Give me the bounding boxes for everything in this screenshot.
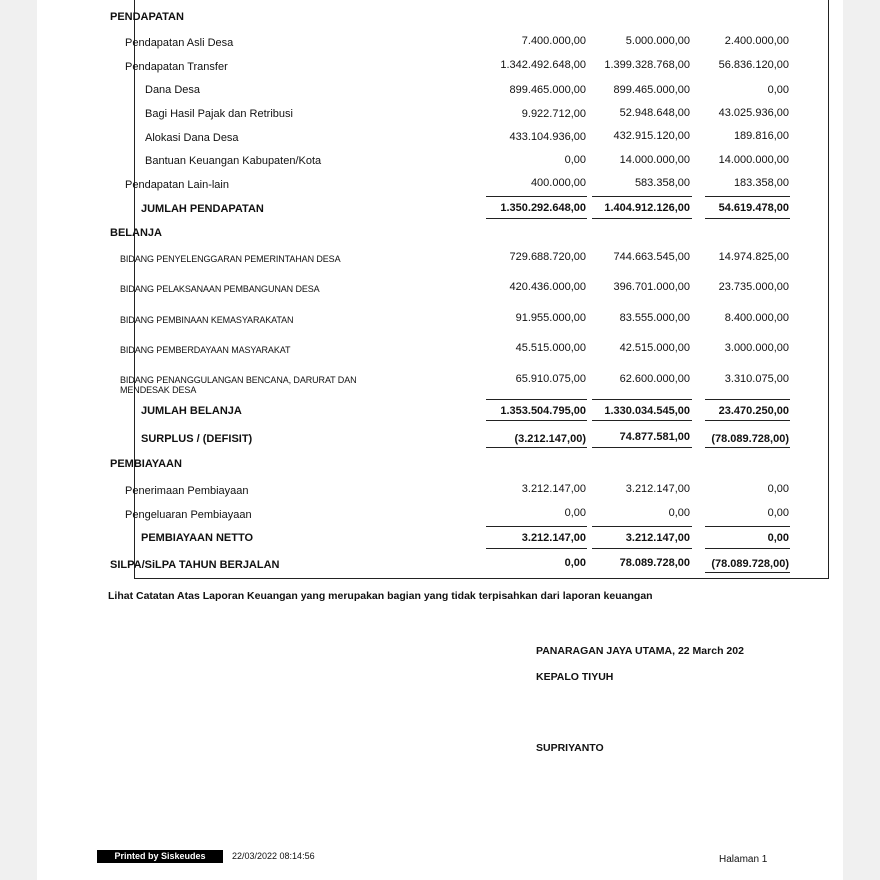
total-underline (592, 447, 692, 448)
row-value: 3.310.075,00 (724, 373, 789, 385)
silpa-label: SILPA/SiLPA TAHUN BERJALAN (110, 559, 280, 571)
row-value: 83.555.000,00 (619, 312, 690, 324)
row-value: 0,00 (668, 507, 690, 519)
row-value: 2.400.000,00 (724, 35, 789, 47)
row-value: 91.955.000,00 (515, 312, 586, 324)
row-value: 189.816,00 (733, 130, 789, 142)
row-value: 7.400.000,00 (521, 35, 586, 47)
total-value: 0,00 (564, 557, 586, 569)
subtotal-line (592, 399, 692, 400)
section-belanja: BELANJA (110, 227, 162, 239)
total-underline (705, 218, 790, 219)
print-timestamp: 22/03/2022 08:14:56 (232, 851, 315, 861)
total-value: 78.089.728,00 (619, 557, 690, 569)
row-value: 62.600.000,00 (619, 373, 690, 385)
row-value: 400.000,00 (530, 177, 586, 189)
total-value: 0,00 (767, 532, 789, 544)
total-label: JUMLAH PENDAPATAN (141, 203, 264, 215)
row-label: Pendapatan Asli Desa (125, 37, 234, 49)
row-value: 0,00 (767, 507, 789, 519)
total-underline (486, 218, 587, 219)
row-value: 8.400.000,00 (724, 312, 789, 324)
row-label: Pengeluaran Pembiayaan (125, 509, 252, 521)
row-label: Alokasi Dana Desa (145, 132, 239, 144)
row-value: 0,00 (564, 507, 586, 519)
total-value: 1.353.504.795,00 (500, 405, 586, 417)
total-underline (705, 572, 790, 573)
row-value: 23.735.000,00 (718, 281, 789, 293)
row-label: Bantuan Keuangan Kabupaten/Kota (145, 155, 322, 167)
row-label: BIDANG PENANGGULANGAN BENCANA, DARURAT DAN (120, 375, 357, 385)
row-value: 183.358,00 (733, 177, 789, 189)
total-value: 1.330.034.545,00 (604, 405, 690, 417)
row-value: 9.922.712,00 (521, 108, 586, 120)
row-value: 3.212.147,00 (521, 483, 586, 495)
row-value: 43.025.936,00 (718, 107, 789, 119)
row-label: Bagi Hasil Pajak dan Retribusi (145, 108, 293, 120)
row-label: BIDANG PENYELENGGARAN PEMERINTAHAN DESA (120, 254, 341, 264)
total-underline (592, 548, 692, 549)
row-label: BIDANG PEMBERDAYAAN MASYARAKAT (120, 345, 291, 355)
row-value: 433.104.936,00 (509, 131, 586, 143)
row-value: 45.515.000,00 (515, 342, 586, 354)
row-label: Pendapatan Transfer (125, 61, 228, 73)
subtotal-line (705, 526, 790, 527)
total-label: SURPLUS / (DEFISIT) (141, 433, 253, 445)
row-label: BIDANG PELAKSANAAN PEMBANGUNAN DESA (120, 284, 320, 294)
row-value: 5.000.000,00 (625, 35, 690, 47)
row-value: 1.342.492.648,00 (500, 59, 586, 71)
printed-by-badge: Printed by Siskeudes (97, 850, 223, 863)
total-underline (592, 420, 692, 421)
subtotal-line (592, 196, 692, 197)
report-note: Lihat Catatan Atas Laporan Keuangan yang merupakan bagian yang tidak terpisahkan dari laporan keuangan (108, 590, 653, 602)
total-underline (486, 420, 587, 421)
total-value: (78.089.728,00) (711, 433, 789, 445)
section-pendapatan: PENDAPATAN (110, 11, 184, 23)
total-value: 1.404.912.126,00 (604, 202, 690, 214)
row-value: 396.701.000,00 (613, 281, 690, 293)
total-underline (705, 420, 790, 421)
signature-name: SUPRIYANTO (536, 742, 604, 754)
total-underline (486, 548, 587, 549)
subtotal-line (486, 196, 587, 197)
total-value: 1.350.292.648,00 (500, 202, 586, 214)
row-value: 14.974.825,00 (718, 251, 789, 263)
total-underline (592, 218, 692, 219)
subtotal-line (486, 399, 587, 400)
subtotal-line (705, 399, 790, 400)
row-value: 3.212.147,00 (625, 483, 690, 495)
subtotal-line (705, 196, 790, 197)
total-value: (78.089.728,00) (711, 558, 789, 570)
row-value: 0,00 (767, 483, 789, 495)
row-label: Penerimaan Pembiayaan (125, 485, 249, 497)
row-label: Dana Desa (145, 84, 201, 96)
total-value: (3.212.147,00) (514, 433, 586, 445)
row-value: 899.465.000,00 (509, 84, 586, 96)
row-value: 52.948.648,00 (619, 107, 690, 119)
row-label-continued: MENDESAK DESA (120, 385, 197, 395)
total-value: 54.619.478,00 (718, 202, 789, 214)
row-label: Pendapatan Lain-lain (125, 179, 229, 191)
row-value: 432.915.120,00 (613, 130, 690, 142)
row-value: 65.910.075,00 (515, 373, 586, 385)
section-pembiayaan: PEMBIAYAAN (110, 458, 182, 470)
row-value: 583.358,00 (634, 177, 690, 189)
row-label: BIDANG PEMBINAAN KEMASYARAKATAN (120, 315, 294, 325)
row-value: 729.688.720,00 (509, 251, 586, 263)
row-value: 3.000.000,00 (724, 342, 789, 354)
total-label: JUMLAH BELANJA (141, 405, 242, 417)
total-value: 23.470.250,00 (718, 405, 789, 417)
signature-place-date: PANARAGAN JAYA UTAMA, 22 March 202 (536, 645, 744, 657)
row-value: 420.436.000,00 (509, 281, 586, 293)
row-value: 56.836.120,00 (718, 59, 789, 71)
total-underline (705, 447, 790, 448)
signature-position: KEPALO TIYUH (536, 671, 614, 683)
subtotal-line (592, 526, 692, 527)
row-value: 0,00 (767, 84, 789, 96)
total-underline (486, 447, 587, 448)
total-label: PEMBIAYAAN NETTO (141, 532, 254, 544)
total-value: 3.212.147,00 (521, 532, 586, 544)
row-value: 42.515.000,00 (619, 342, 690, 354)
row-value: 14.000.000,00 (718, 154, 789, 166)
subtotal-line (486, 526, 587, 527)
row-value: 14.000.000,00 (619, 154, 690, 166)
total-value: 3.212.147,00 (625, 532, 690, 544)
row-value: 1.399.328.768,00 (604, 59, 690, 71)
row-value: 744.663.545,00 (613, 251, 690, 263)
total-underline (705, 548, 790, 549)
total-value: 74.877.581,00 (619, 431, 690, 443)
row-value: 0,00 (564, 154, 586, 166)
row-value: 899.465.000,00 (613, 84, 690, 96)
page-number: Halaman 1 (719, 854, 768, 865)
